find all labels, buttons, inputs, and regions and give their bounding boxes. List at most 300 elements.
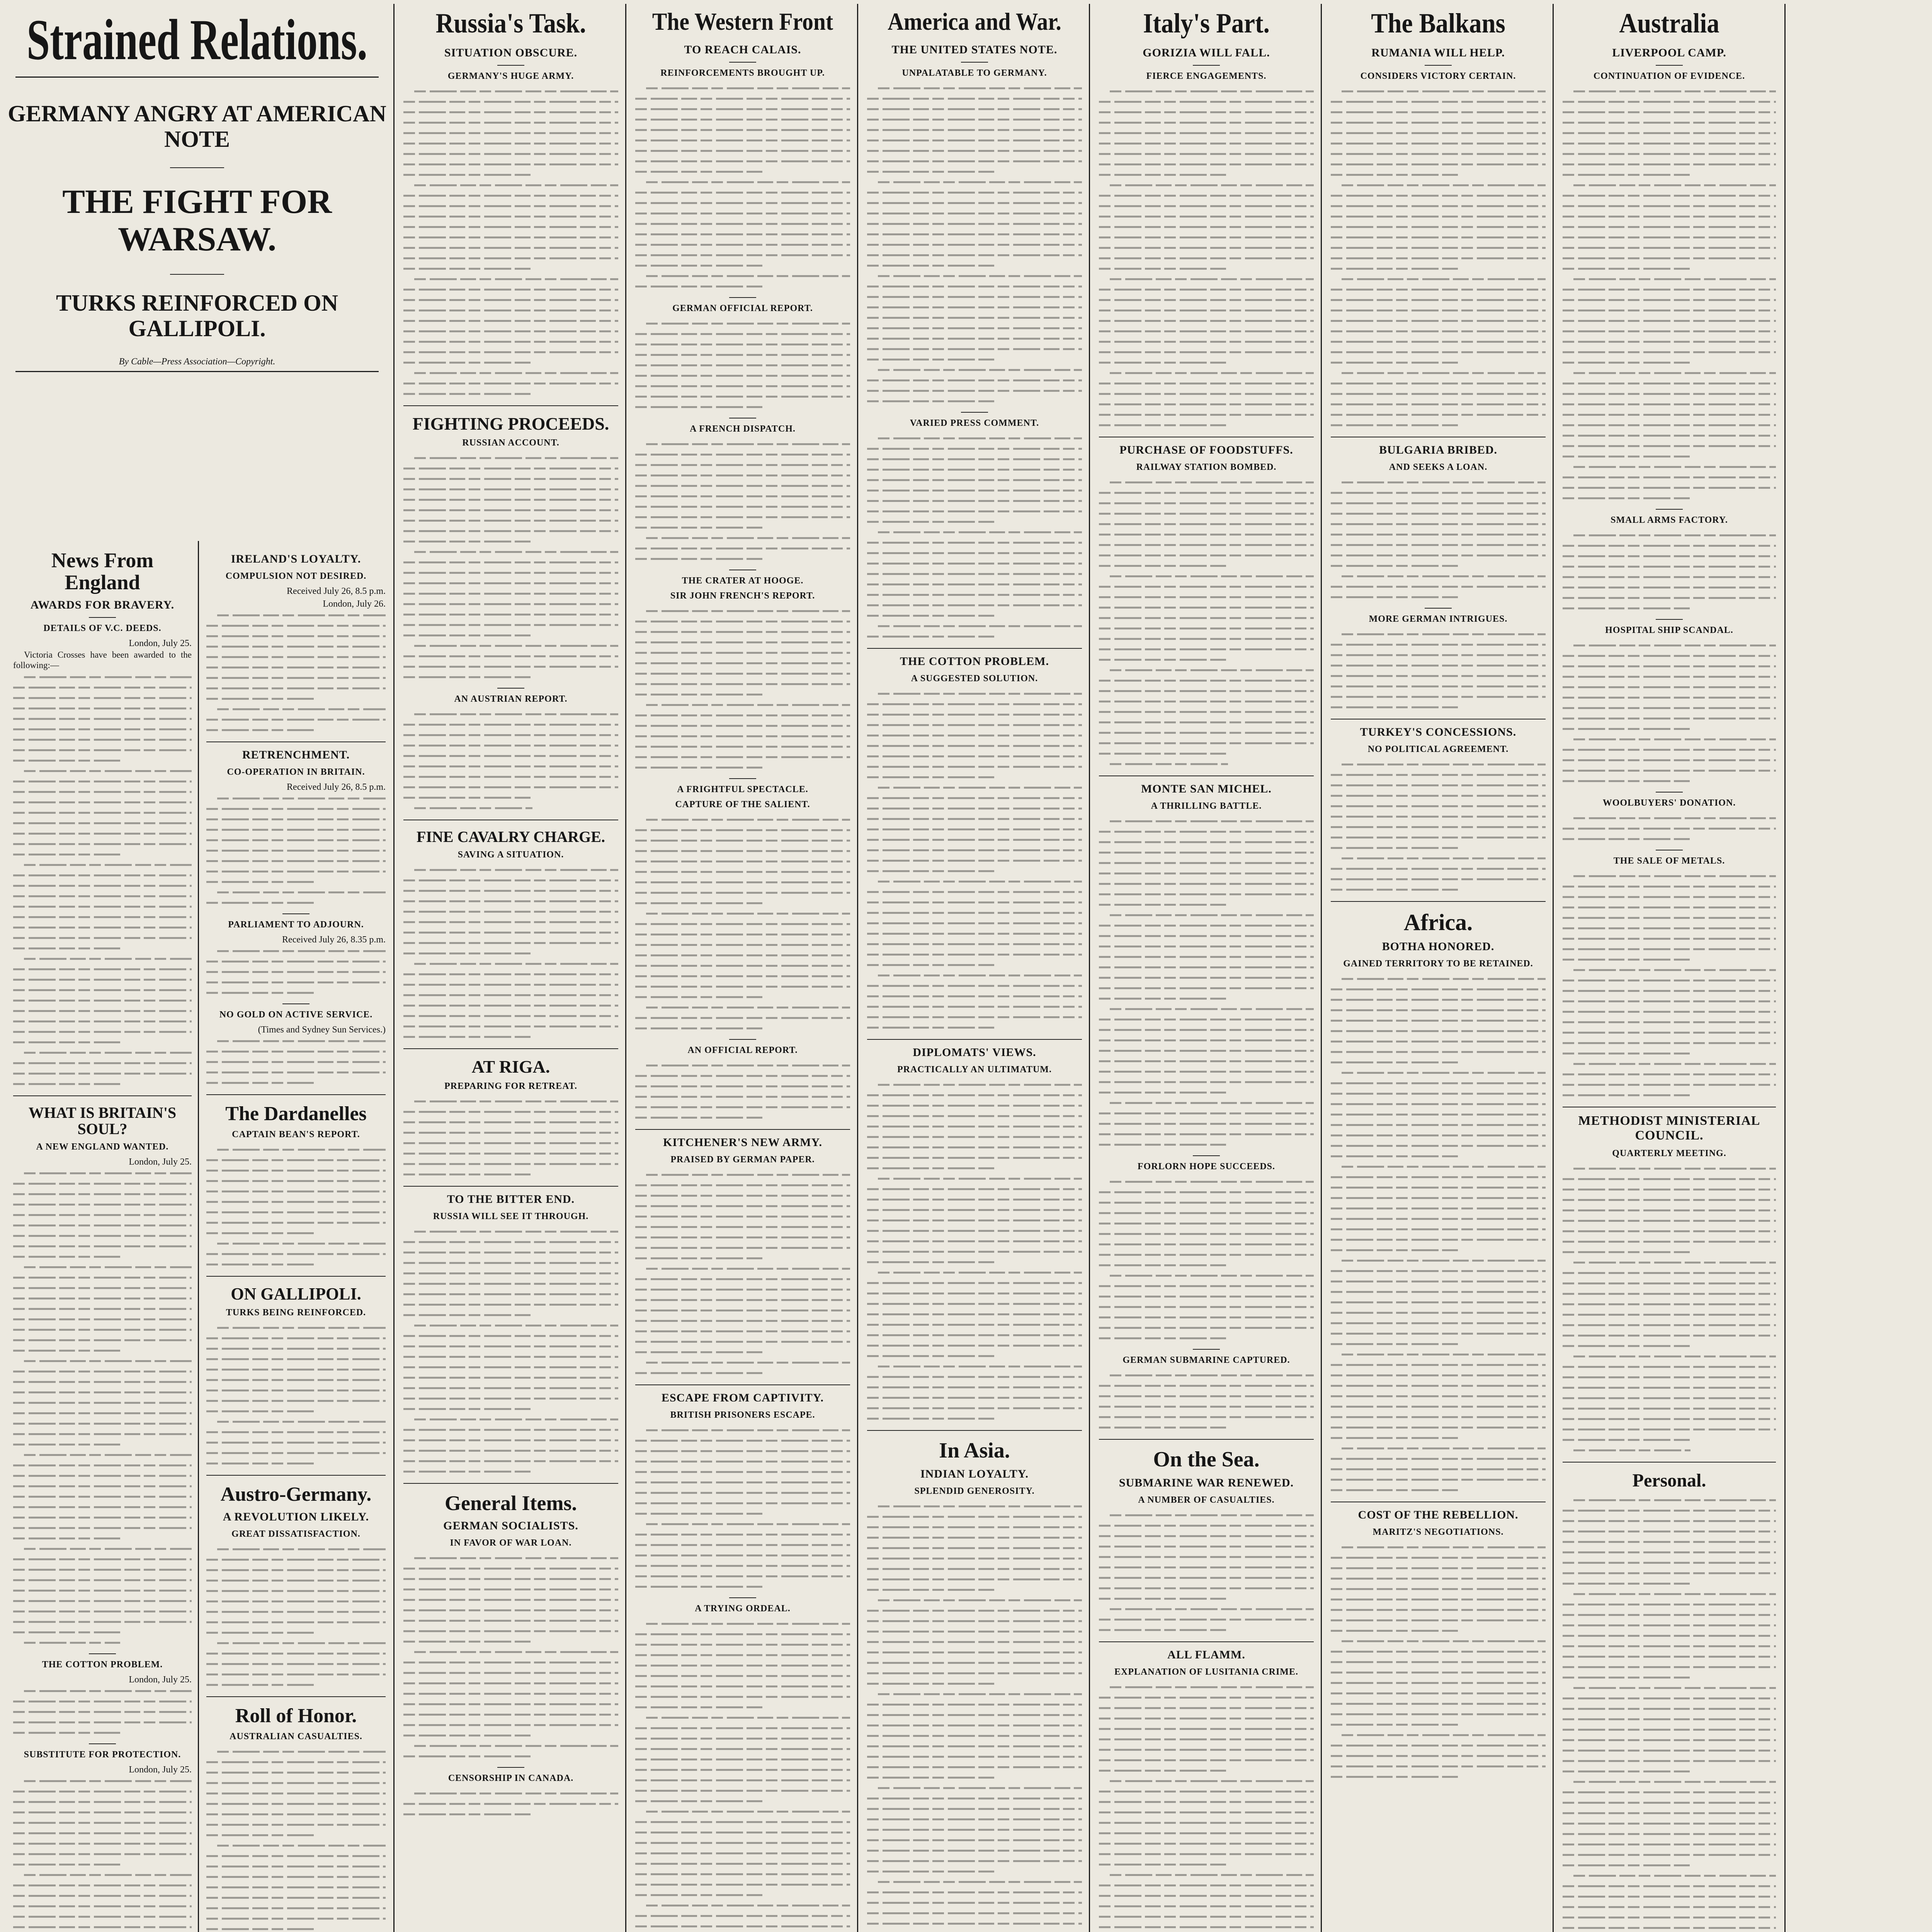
text-line: [13, 1807, 192, 1818]
text-line: [635, 339, 850, 350]
text-line: [403, 1425, 618, 1435]
text-line: [1099, 274, 1314, 284]
text-line: [1563, 1860, 1776, 1871]
text-line: [1331, 1594, 1546, 1605]
text-line: [1563, 1362, 1776, 1372]
text-line: [206, 1575, 386, 1586]
text-line: [1099, 128, 1314, 138]
text-line: [1099, 696, 1314, 707]
subheading: GAINED TERRITORY TO BE RETAINED.: [1343, 959, 1533, 969]
text-line: [1563, 934, 1776, 944]
text-line: [867, 1783, 1082, 1793]
text-line: [1099, 1208, 1314, 1218]
column-heading: Italy's Part.: [1143, 8, 1270, 39]
text-line: [13, 1786, 192, 1797]
text-line: [13, 1776, 192, 1786]
text-line: [403, 1657, 618, 1668]
text-line: [206, 1207, 386, 1218]
body-text: [635, 1425, 850, 1592]
body-text: [1331, 629, 1546, 713]
text-line: [867, 720, 1082, 730]
text-line: [13, 1027, 192, 1037]
body-text: [867, 433, 1082, 642]
text-line: [1331, 1730, 1546, 1740]
text-line: [206, 641, 386, 652]
text-line: [867, 1574, 1082, 1585]
text-line: [1099, 1901, 1314, 1912]
text-line: [1563, 1610, 1776, 1620]
text-line: [403, 1668, 618, 1678]
text-line: [1563, 1620, 1776, 1631]
text-line: [635, 481, 850, 491]
text-line: [13, 1079, 192, 1089]
text-line: [1563, 561, 1776, 572]
subheading: SPLENDID GENEROSITY.: [914, 1486, 1035, 1496]
text-line: [1563, 1839, 1776, 1850]
text-line: [1563, 1651, 1776, 1662]
text-line: [867, 1288, 1082, 1299]
text-line: [1563, 1299, 1776, 1310]
text-line: [1099, 1510, 1314, 1520]
text-line: [1563, 1599, 1776, 1610]
text-line: [1563, 923, 1776, 934]
text-line: [867, 323, 1082, 333]
text-line: [867, 1668, 1082, 1679]
text-line: [867, 271, 1082, 281]
body-text: [1099, 477, 1314, 769]
text-line: [1331, 1563, 1546, 1573]
text-line: [13, 1179, 192, 1189]
text-line: [867, 146, 1082, 156]
text-line: [1331, 629, 1546, 639]
text-line: [206, 1554, 386, 1565]
text-line: [403, 1730, 618, 1741]
text-line: [867, 782, 1082, 793]
text-line: [635, 94, 850, 104]
text-line: [206, 1078, 386, 1088]
text-line: [635, 1713, 850, 1723]
text-line: [403, 1011, 618, 1021]
text-line: [13, 1638, 192, 1648]
text-line: [206, 1218, 386, 1228]
text-line: [867, 1361, 1082, 1372]
text-line: [1099, 973, 1314, 983]
text-line: [1099, 847, 1314, 858]
text-line: [867, 1710, 1082, 1720]
body-text: [1099, 1370, 1314, 1433]
text-line: [403, 201, 618, 211]
text-line: [1563, 1435, 1776, 1445]
text-line: [1099, 1776, 1314, 1786]
text-line: [403, 128, 618, 138]
text-line: [403, 1404, 618, 1414]
text-line: [635, 1274, 850, 1284]
text-line: [206, 621, 386, 631]
text-line: [1563, 378, 1776, 389]
text-line: [1331, 1349, 1546, 1360]
text-line: [1099, 170, 1314, 180]
text-line: [1331, 1162, 1546, 1172]
text-line: [403, 557, 618, 568]
text-line: [13, 1523, 192, 1533]
text-line: [1563, 159, 1776, 170]
text-line: [1331, 1772, 1546, 1782]
service-note: (Times and Sydney Sun Services.): [258, 1025, 386, 1035]
text-line: [1099, 1531, 1314, 1541]
text-line: [867, 1877, 1082, 1887]
text-line: [1099, 305, 1314, 316]
text-line: [403, 620, 618, 630]
column-3: [395, 0, 627, 1932]
text-line: [1563, 892, 1776, 902]
text-line: [1099, 1614, 1314, 1625]
text-line: [206, 1165, 386, 1176]
text-line: [635, 1848, 850, 1859]
column-heading: The Balkans: [1371, 8, 1505, 39]
text-line: [403, 347, 618, 357]
text-line: [403, 588, 618, 599]
text-line: [1331, 1605, 1546, 1615]
text-line: [206, 825, 386, 835]
text-line: [403, 1299, 618, 1310]
text-line: [206, 652, 386, 662]
text-line: [635, 1786, 850, 1796]
text-line: [13, 1502, 192, 1512]
text-line: [1099, 540, 1314, 550]
text-line: [403, 1032, 618, 1042]
text-line: [867, 1616, 1082, 1626]
text-line: [867, 1595, 1082, 1605]
text-line: [206, 1323, 386, 1333]
text-line: [206, 856, 386, 866]
text-line: [1331, 1224, 1546, 1235]
text-line: [13, 1272, 192, 1283]
text-line: [1563, 1745, 1776, 1756]
subheading: A THRILLING BATTLE.: [1151, 801, 1262, 811]
text-line: [1563, 1714, 1776, 1725]
text-line: [1099, 1139, 1314, 1150]
text-line: [13, 1717, 192, 1728]
text-line: [206, 1840, 386, 1851]
text-line: [867, 177, 1082, 187]
text-line: [403, 948, 618, 959]
text-line: [867, 918, 1082, 929]
text-line: [206, 1354, 386, 1364]
text-line: [867, 548, 1082, 558]
text-line: [13, 1210, 192, 1220]
text-line: [403, 232, 618, 243]
text-line: [13, 1554, 192, 1565]
text-line: [13, 766, 192, 776]
text-line: [206, 835, 386, 845]
body-text: [635, 606, 850, 773]
text-line: [635, 1446, 850, 1456]
text-line: [1099, 1818, 1314, 1828]
text-line: [206, 1333, 386, 1344]
text-line: [13, 1345, 192, 1356]
text-line: [1099, 858, 1314, 868]
text-line: [206, 814, 386, 825]
text-line: [13, 808, 192, 818]
text-line: [403, 1279, 618, 1289]
text-line: [867, 135, 1082, 146]
subheading: GERMAN OFFICIAL REPORT.: [672, 303, 813, 313]
text-line: [1331, 984, 1546, 995]
subheading: IN FAVOR OF WAR LOAN.: [450, 1538, 572, 1548]
text-line: [206, 662, 386, 673]
text-line: [1099, 613, 1314, 623]
text-line: [635, 1023, 850, 1034]
text-line: [867, 1752, 1082, 1762]
text-line: [206, 1437, 386, 1448]
text-line: [13, 891, 192, 901]
text-line: [1099, 1765, 1314, 1776]
text-line: [635, 1561, 850, 1571]
text-line: [1099, 1239, 1314, 1250]
text-line: [1563, 902, 1776, 913]
text-line: [635, 1540, 850, 1550]
text-line: [1563, 1278, 1776, 1289]
text-line: [635, 512, 850, 522]
text-line: [867, 1012, 1082, 1022]
text-line: [1099, 1594, 1314, 1604]
text-line: [635, 1671, 850, 1681]
text-line: [403, 959, 618, 969]
text-line: [1563, 651, 1776, 661]
section-heading: General Items.: [445, 1491, 577, 1515]
text-line: [867, 621, 1082, 631]
text-line: [867, 444, 1082, 454]
text-line: [1563, 232, 1776, 243]
text-line: [1563, 1631, 1776, 1641]
text-line: [867, 730, 1082, 741]
text-line: [1099, 675, 1314, 686]
text-line: [867, 611, 1082, 621]
text-line: [1099, 582, 1314, 592]
text-line: [1099, 1583, 1314, 1594]
text-line: [403, 1247, 618, 1258]
text-line: [867, 1247, 1082, 1257]
text-line: [867, 1762, 1082, 1772]
text-line: [635, 1869, 850, 1879]
text-line: [13, 1398, 192, 1408]
text-line: [1331, 780, 1546, 791]
text-line: [1331, 1433, 1546, 1443]
text-line: [1563, 1735, 1776, 1745]
text-line: [635, 877, 850, 888]
text-line: [1099, 623, 1314, 634]
text-line: [1099, 284, 1314, 295]
text-line: [206, 1249, 386, 1259]
text-line: [1331, 1109, 1546, 1120]
section-heading: DIPLOMATS' VIEWS.: [913, 1046, 1036, 1059]
text-line: [867, 631, 1082, 642]
text-line: [635, 1827, 850, 1838]
text-line: [635, 522, 850, 533]
text-line: [1099, 738, 1314, 748]
text-line: [1563, 243, 1776, 253]
subheading: BRITISH PRISONERS ESCAPE.: [670, 1410, 815, 1420]
text-line: [635, 1368, 850, 1378]
text-line: [1563, 745, 1776, 755]
body-text: [206, 946, 386, 998]
text-line: [1563, 201, 1776, 211]
text-line: [403, 651, 618, 662]
body-text: [635, 318, 850, 412]
column-6: [1090, 0, 1322, 1932]
text-line: [1099, 253, 1314, 264]
body-text: [1331, 1542, 1546, 1782]
text-line: [635, 187, 850, 198]
text-line: [635, 1305, 850, 1316]
text-line: [635, 1911, 850, 1921]
text-line: [1099, 368, 1314, 378]
text-line: [1563, 211, 1776, 222]
text-line: [1099, 1692, 1314, 1703]
text-line: [1099, 1422, 1314, 1433]
text-line: [635, 731, 850, 742]
text-line: [635, 908, 850, 919]
text-line: [867, 1163, 1082, 1173]
text-line: [635, 1467, 850, 1477]
column-heading: Australia: [1619, 8, 1719, 39]
body-text: [206, 793, 386, 908]
text-line: [867, 1658, 1082, 1668]
text-line: [1563, 1818, 1776, 1829]
text-line: [1563, 1090, 1776, 1100]
text-line: [403, 526, 618, 536]
text-line: [1563, 1798, 1776, 1808]
text-line: [1331, 1026, 1546, 1036]
text-line: [1331, 243, 1546, 253]
text-line: [1331, 540, 1546, 550]
text-line: [13, 860, 192, 870]
text-line: [206, 1861, 386, 1872]
subheading: HOSPITAL SHIP SCANDAL.: [1605, 625, 1733, 635]
body-text: [1331, 477, 1546, 602]
text-line: [1099, 86, 1314, 97]
text-line: [403, 1647, 618, 1657]
text-line: [206, 673, 386, 683]
subheading: VARIED PRESS COMMENT.: [910, 418, 1039, 428]
text-line: [1331, 1255, 1546, 1266]
text-line: [13, 735, 192, 745]
text-line: [403, 1636, 618, 1647]
subheading: THE CRATER AT HOOGE.: [682, 576, 804, 586]
body-text: [403, 709, 618, 813]
subheading: MARITZ'S NEGOTIATIONS.: [1372, 1527, 1504, 1537]
text-line: [635, 950, 850, 961]
text-line: [13, 1544, 192, 1554]
text-line: [1099, 571, 1314, 582]
text-line: [403, 1237, 618, 1247]
text-line: [206, 1197, 386, 1207]
text-line: [13, 881, 192, 891]
text-line: [13, 1439, 192, 1450]
text-line: [1099, 644, 1314, 655]
text-line: [1331, 1688, 1546, 1699]
section-heading: In Asia.: [939, 1439, 1010, 1463]
text-line: [1563, 1424, 1776, 1435]
text-line: [1563, 530, 1776, 541]
text-line: [206, 1046, 386, 1057]
text-line: [403, 1689, 618, 1699]
text-line: [1563, 1414, 1776, 1424]
text-line: [635, 1900, 850, 1911]
text-line: [1331, 864, 1546, 874]
text-line: [1331, 1266, 1546, 1276]
text-line: [403, 1159, 618, 1169]
subheading: THE SALE OF METALS.: [1613, 856, 1725, 866]
text-line: [1099, 347, 1314, 357]
subheading: CONTINUATION OF EVIDENCE.: [1593, 71, 1745, 81]
text-line: [13, 1293, 192, 1304]
text-line: [1099, 1197, 1314, 1208]
text-line: [13, 1356, 192, 1366]
text-line: [206, 1344, 386, 1354]
text-line: [206, 1596, 386, 1607]
banner-deck-3: TURKS REINFORCED ON GALLIPOLI.: [56, 290, 338, 341]
text-line: [403, 295, 618, 305]
text-line: [1563, 640, 1776, 651]
text-line: [13, 1189, 192, 1199]
text-line: [1331, 884, 1546, 895]
text-line: [1099, 1066, 1314, 1077]
text-line: [13, 682, 192, 693]
subheading: SIR JOHN FRENCH'S REPORT.: [670, 591, 815, 601]
body-text: [13, 1686, 192, 1738]
text-line: [206, 694, 386, 704]
text-line: [635, 1619, 850, 1629]
text-line: [403, 547, 618, 557]
text-line: [1563, 347, 1776, 357]
text-line: [1563, 138, 1776, 149]
text-line: [1331, 1047, 1546, 1057]
text-line: [1099, 1077, 1314, 1087]
text-line: [13, 1335, 192, 1345]
text-line: [635, 402, 850, 412]
text-line: [206, 1778, 386, 1788]
text-line: [635, 1838, 850, 1848]
text-line: [867, 866, 1082, 876]
text-line: [1099, 295, 1314, 305]
text-line: [1099, 1755, 1314, 1765]
text-line: [13, 1728, 192, 1738]
text-line: [867, 939, 1082, 949]
text-line: [206, 1186, 386, 1197]
text-line: [1563, 451, 1776, 462]
text-line: [1563, 734, 1776, 745]
text-line: [635, 533, 850, 543]
text-line: [1563, 1923, 1776, 1932]
text-line: [206, 1809, 386, 1820]
text-line: [206, 1057, 386, 1067]
text-line: [1331, 1297, 1546, 1308]
text-line: [13, 1199, 192, 1210]
text-line: [13, 1912, 192, 1922]
text-line: [1331, 1542, 1546, 1553]
text-line: [13, 839, 192, 849]
body-text: [1331, 759, 1546, 895]
text-line: [1331, 347, 1546, 357]
text-line: [867, 741, 1082, 751]
text-line: [867, 1856, 1082, 1866]
text-line: [1099, 1552, 1314, 1562]
body-text: [403, 86, 618, 399]
text-line: [867, 1637, 1082, 1647]
text-line: [1099, 1323, 1314, 1333]
subheading: CENSORSHIP IN CANADA.: [448, 1773, 574, 1784]
